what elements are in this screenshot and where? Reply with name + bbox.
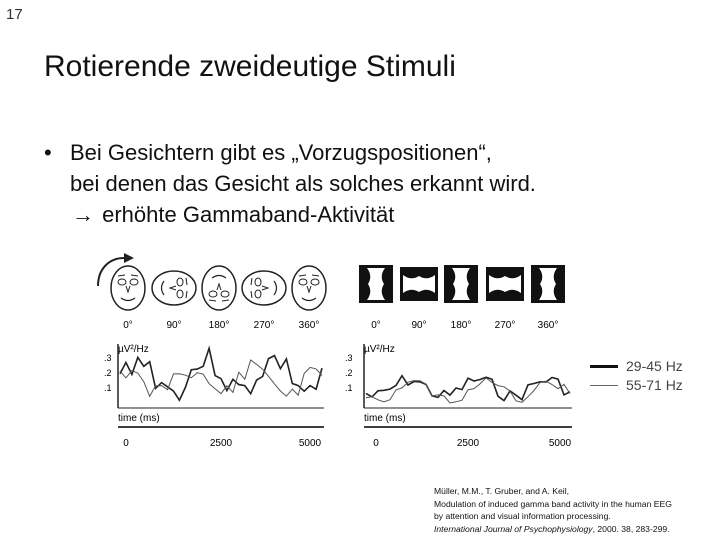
x-tick: 0 — [373, 438, 379, 449]
angle-labels-right — [371, 320, 558, 331]
legend-label: 55-71 Hz — [626, 377, 683, 393]
y-tick: .1 — [104, 383, 112, 393]
vase-stimulus — [531, 265, 565, 303]
vase-stimulus — [444, 265, 478, 303]
slide-title: Rotierende zweideutige Stimuli — [44, 50, 456, 83]
legend-item-high — [590, 357, 683, 376]
x-axis-label: time (ms) — [364, 413, 406, 424]
legend-swatch-thin — [590, 385, 618, 386]
angle-label: 90° — [411, 320, 427, 331]
angle-label: 360° — [537, 320, 559, 331]
angle-label: 180° — [450, 320, 472, 331]
arrow-icon: → — [72, 202, 94, 227]
legend-item-low — [590, 376, 683, 395]
x-tick: 2500 — [209, 438, 233, 449]
vase-stimulus — [486, 267, 524, 301]
rotation-arrow-icon — [98, 253, 134, 286]
citation — [434, 485, 672, 535]
y-tick: .3 — [345, 353, 353, 363]
citation-title-2: by attention and visual information processing. — [434, 511, 611, 521]
eeg-figure — [88, 248, 588, 453]
face-stimuli-row — [111, 266, 326, 310]
face-stimulus — [242, 271, 286, 305]
right-plot — [345, 344, 572, 449]
angle-label: 90° — [166, 320, 182, 331]
y-tick: .3 — [104, 353, 112, 363]
angle-label: 0° — [371, 320, 381, 331]
angle-label: 270° — [253, 320, 275, 331]
slide-number: 17 — [6, 6, 23, 23]
angle-label: 0° — [123, 320, 133, 331]
bullet-line-3-text: erhöhte Gammaband-Aktivität — [102, 202, 395, 227]
face-stimulus — [292, 266, 326, 310]
citation-authors: Müller, M.M., T. Gruber, and A. Keil, — [434, 486, 570, 496]
citation-source — [434, 523, 672, 536]
angle-label: 360° — [298, 320, 320, 331]
y-tick: .1 — [345, 383, 353, 393]
left-plot — [104, 344, 324, 449]
bullet-line-3 — [70, 199, 684, 230]
x-tick: 5000 — [548, 438, 572, 449]
face-stimulus — [202, 266, 236, 310]
vase-stimulus — [400, 267, 438, 301]
x-tick: 2500 — [456, 438, 480, 449]
vase-stimuli-row — [359, 265, 565, 303]
y-axis-label: µV²/Hz — [364, 344, 395, 355]
legend-swatch-thick — [590, 365, 618, 368]
frequency-legend — [590, 357, 683, 395]
bullet-line-2: bei denen das Gesicht als solches erkannt wird. — [70, 171, 536, 196]
x-axis-label: time (ms) — [118, 413, 160, 424]
y-axis-label: µV²/Hz — [118, 344, 149, 355]
citation-details: , 2000. 38, 283-299. — [592, 523, 670, 534]
citation-journal: International Journal of Psychophysiology — [434, 523, 593, 534]
bullet-dot: • — [44, 140, 52, 165]
legend-label: 29-45 Hz — [626, 358, 683, 374]
angle-label: 180° — [208, 320, 230, 331]
face-stimulus — [152, 271, 196, 305]
x-tick: 0 — [123, 438, 129, 449]
angle-labels-left — [123, 320, 319, 331]
angle-label: 270° — [494, 320, 516, 331]
x-tick: 5000 — [298, 438, 322, 449]
bullet-item — [44, 137, 684, 230]
vase-stimulus — [359, 265, 393, 303]
bullet-line-1: Bei Gesichtern gibt es „Vorzugspositionen“, — [70, 140, 492, 165]
citation-title-1: Modulation of induced gamma band activity in the human EEG — [434, 498, 672, 509]
face-stimulus — [111, 266, 145, 310]
y-tick: .2 — [345, 368, 353, 378]
y-tick: .2 — [104, 368, 112, 378]
